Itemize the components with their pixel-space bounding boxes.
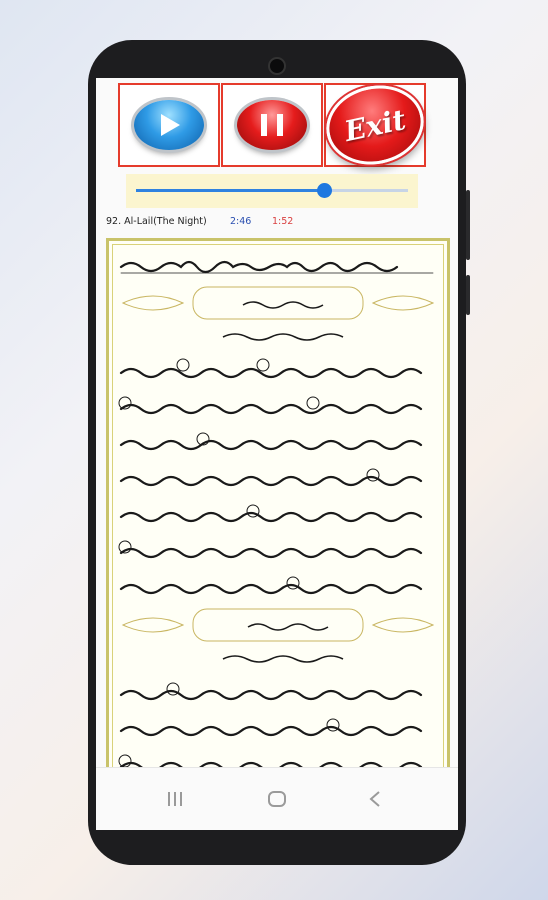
volume-button — [466, 190, 470, 260]
phone-frame — [88, 40, 466, 865]
exit-button[interactable] — [319, 78, 431, 173]
surah-name: 92. Al-Lail(The Night) — [106, 216, 207, 227]
play-icon — [161, 114, 180, 136]
app-screen — [96, 78, 458, 830]
back-icon[interactable] — [368, 790, 382, 812]
quran-page — [106, 238, 450, 793]
seek-progress — [136, 189, 324, 192]
seek-track[interactable] — [136, 189, 408, 192]
home-icon[interactable] — [267, 790, 287, 812]
now-playing-bar — [102, 216, 452, 230]
pause-icon — [277, 114, 283, 136]
elapsed-time: 2:46 — [230, 216, 252, 227]
android-navigation-bar — [96, 767, 458, 830]
audio-seek-bar[interactable] — [126, 174, 418, 208]
exit-label: Exit — [341, 102, 409, 148]
pause-icon — [261, 114, 267, 136]
power-button — [466, 275, 470, 315]
total-time: 1:52 — [272, 216, 294, 227]
page-frame — [112, 244, 444, 787]
play-button[interactable] — [134, 100, 204, 150]
seek-thumb[interactable] — [317, 183, 332, 198]
play-control[interactable] — [118, 83, 220, 167]
recent-apps-icon[interactable] — [166, 790, 184, 812]
exit-control[interactable] — [324, 83, 426, 167]
front-camera — [268, 57, 286, 75]
pause-control[interactable] — [221, 83, 323, 167]
quran-script — [113, 245, 443, 787]
pause-button[interactable] — [237, 100, 307, 150]
